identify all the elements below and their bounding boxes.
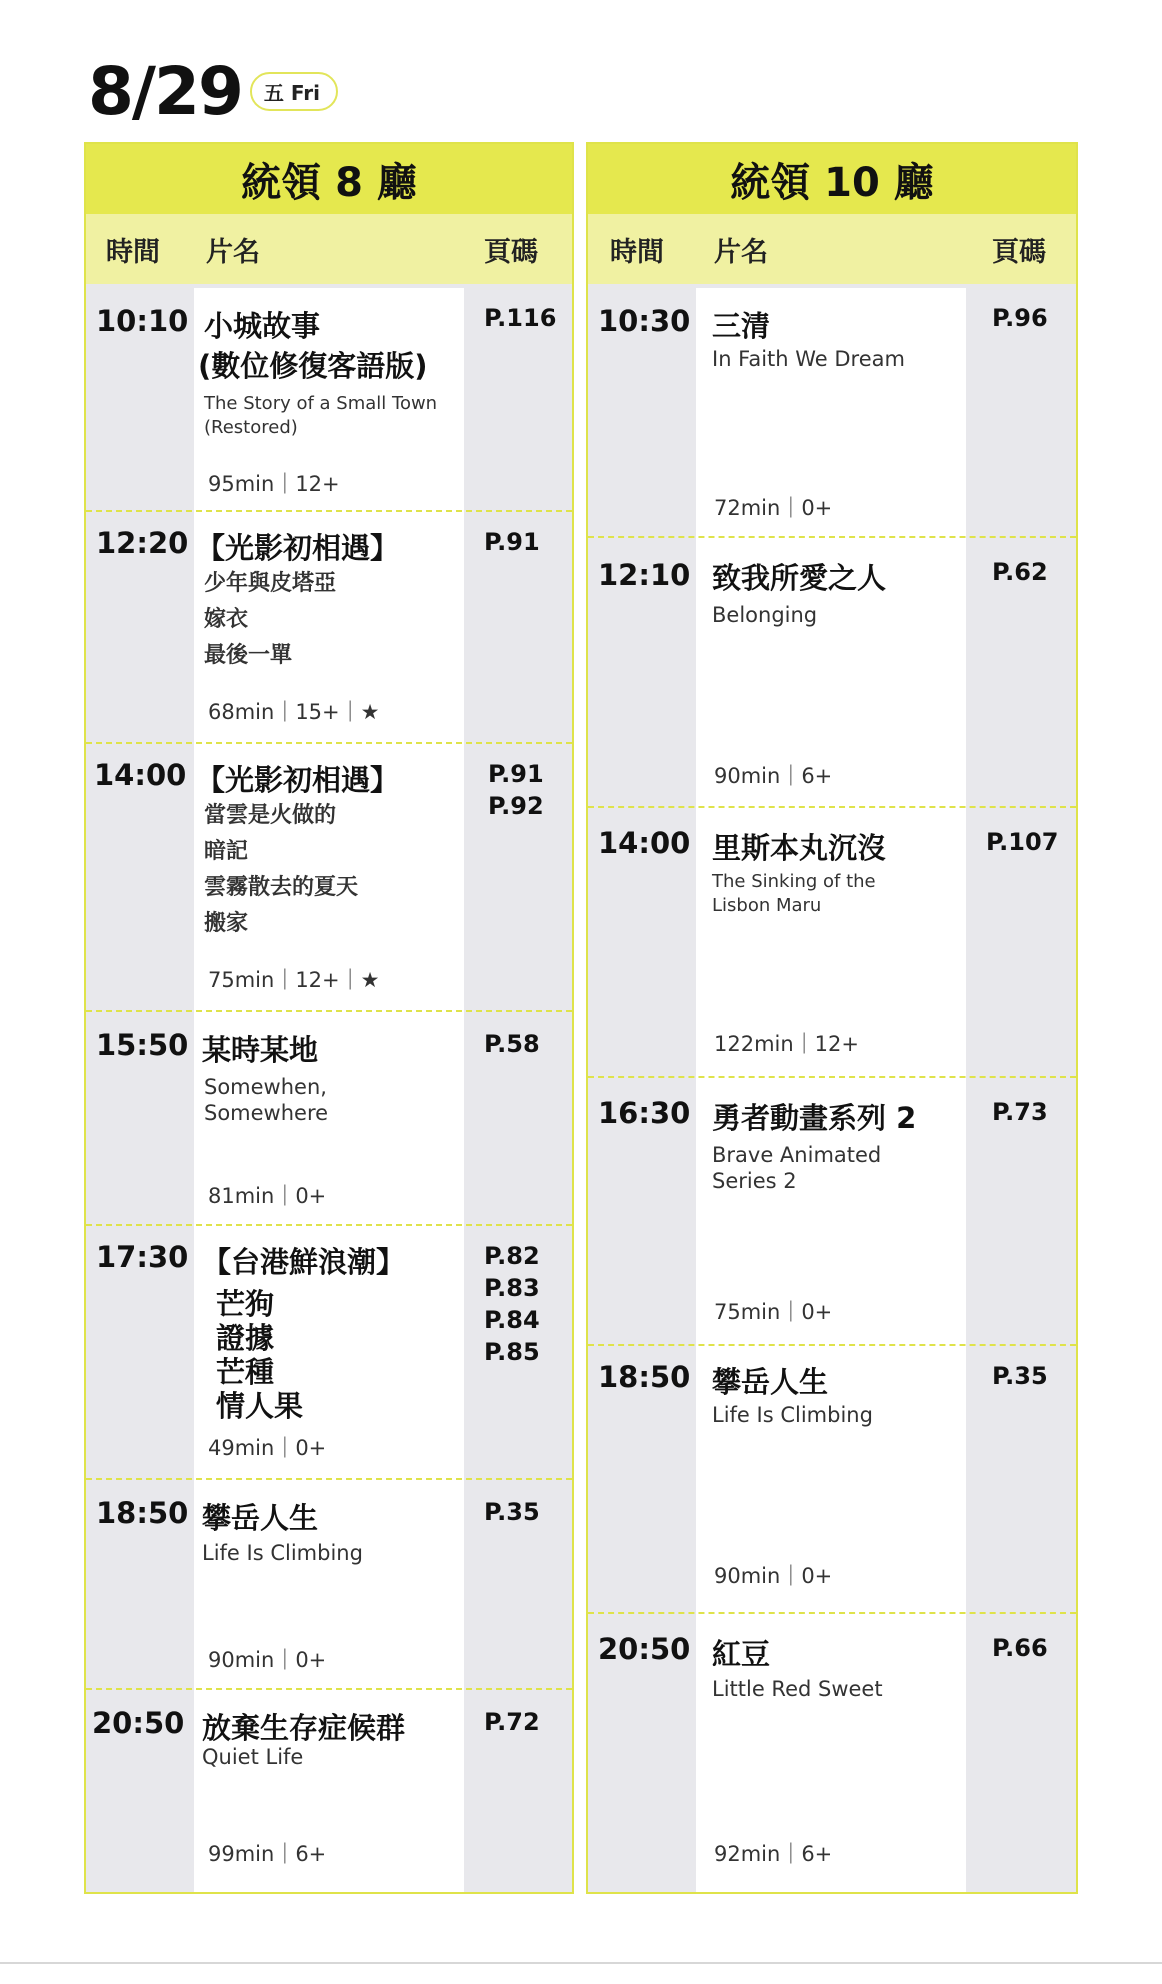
film-english-title: In Faith We Dream xyxy=(712,347,905,371)
film-title: 某時某地 xyxy=(202,1033,319,1067)
column-header-time: 時間 xyxy=(106,236,160,268)
page-ref: P.96 xyxy=(992,304,1048,332)
page-ref: P.83 xyxy=(484,1274,540,1302)
film-title: 攀岳人生 xyxy=(202,1501,319,1535)
film-title: 紅豆 xyxy=(712,1637,771,1671)
film-title: 里斯本丸沉沒 xyxy=(712,831,887,865)
screening-time: 17:30 xyxy=(96,1240,189,1274)
film-english-title: Little Red Sweet xyxy=(712,1677,883,1701)
page-ref: P.72 xyxy=(484,1708,540,1736)
film-title: 致我所愛之人 xyxy=(712,561,887,595)
venue-name: 統領 8 廳 xyxy=(86,144,572,214)
screening-row xyxy=(588,808,1076,1078)
screening-meta: 99min｜6+ xyxy=(208,1842,327,1866)
film-subtitle: (數位修復客語版) xyxy=(198,349,428,383)
page-ref: P.85 xyxy=(484,1338,540,1366)
film-english-title: The Sinking of the Lisbon Maru xyxy=(712,871,876,916)
film-english-title: The Story of a Small Town (Restored) xyxy=(204,393,438,438)
screening-meta: 81min｜0+ xyxy=(208,1184,327,1208)
program-film: 證據 xyxy=(216,1321,275,1355)
venue-table xyxy=(586,142,1078,1894)
screening-meta: 122min｜12+ xyxy=(714,1032,860,1056)
screening-meta: 75min｜0+ xyxy=(714,1300,833,1324)
column-header-row xyxy=(588,214,1076,284)
program-film: 雲霧散去的夏天 xyxy=(204,875,359,900)
screening-time: 12:10 xyxy=(598,558,691,592)
film-english-title: Brave Animated Series 2 xyxy=(712,1143,882,1193)
screening-row xyxy=(86,1690,572,1890)
film-english-title: Life Is Climbing xyxy=(712,1403,873,1427)
screening-meta: 90min｜0+ xyxy=(714,1564,833,1588)
date: 8/29 xyxy=(88,52,242,130)
film-title: 三清 xyxy=(712,309,771,343)
program-film: 少年與皮塔亞 xyxy=(204,571,337,596)
screening-meta: 49min｜0+ xyxy=(208,1436,327,1460)
page-ref: P.82 xyxy=(484,1242,540,1270)
date-heading xyxy=(88,52,338,130)
program-title: 【光影初相遇】 xyxy=(196,763,400,797)
film-english-title: Somewhen, Somewhere xyxy=(204,1075,329,1125)
screening-meta: 72min｜0+ xyxy=(714,496,833,520)
screening-row xyxy=(588,1078,1076,1346)
screening-time: 20:50 xyxy=(598,1632,691,1666)
screening-time: 15:50 xyxy=(96,1028,189,1062)
screening-meta: 90min｜0+ xyxy=(208,1648,327,1672)
column-header-page: 頁碼 xyxy=(484,236,538,268)
column-header-title: 片名 xyxy=(714,236,768,268)
page-ref: P.35 xyxy=(992,1362,1048,1390)
screening-row xyxy=(86,1012,572,1226)
film-title: 攀岳人生 xyxy=(712,1365,829,1399)
screening-row xyxy=(588,1346,1076,1614)
screening-time: 18:50 xyxy=(96,1496,189,1530)
program-title: 【台港鮮浪潮】 xyxy=(202,1245,406,1279)
page-ref: P.91 xyxy=(484,528,540,556)
page-ref: P.116 xyxy=(484,304,557,332)
page-ref: P.91 xyxy=(488,760,544,788)
screening-meta: 92min｜6+ xyxy=(714,1842,833,1866)
program-film: 當雲是火做的 xyxy=(204,803,337,828)
venue-table xyxy=(84,142,574,1894)
page-ref: P.107 xyxy=(986,828,1059,856)
program-title: 【光影初相遇】 xyxy=(196,531,400,565)
page-ref: P.92 xyxy=(488,792,544,820)
screening-row xyxy=(588,538,1076,808)
film-title: 勇者動畫系列 2 xyxy=(712,1101,917,1135)
film-title: 小城故事 xyxy=(204,309,321,343)
screening-meta: 68min｜15+｜★ xyxy=(208,700,380,724)
program-film: 嫁衣 xyxy=(204,607,249,632)
column-header-page: 頁碼 xyxy=(992,236,1046,268)
screening-row xyxy=(86,1226,572,1480)
page-ref: P.62 xyxy=(992,558,1048,586)
film-english-title: Quiet Life xyxy=(202,1745,304,1769)
page-ref: P.84 xyxy=(484,1306,540,1334)
page-ref: P.66 xyxy=(992,1634,1048,1662)
program-film: 芒種 xyxy=(216,1355,275,1389)
screening-time: 12:20 xyxy=(96,526,189,560)
screening-meta: 75min｜12+｜★ xyxy=(208,968,380,992)
screening-row xyxy=(86,512,572,744)
screening-meta: 90min｜6+ xyxy=(714,764,833,788)
page-ref: P.35 xyxy=(484,1498,540,1526)
program-film: 搬家 xyxy=(204,911,249,936)
column-header-time: 時間 xyxy=(610,236,664,268)
program-film: 情人果 xyxy=(216,1389,304,1423)
weekday-badge: 五 Fri xyxy=(250,72,338,111)
screening-row xyxy=(588,288,1076,538)
column-header-row xyxy=(86,214,572,284)
page-divider xyxy=(0,1962,1162,1964)
page-ref: P.73 xyxy=(992,1098,1048,1126)
screening-meta: 95min｜12+ xyxy=(208,472,340,496)
film-title: 放棄生存症候群 xyxy=(202,1711,406,1745)
screening-row xyxy=(86,1480,572,1690)
screening-time: 10:30 xyxy=(598,304,691,338)
screening-row xyxy=(588,1614,1076,1890)
screening-time: 14:00 xyxy=(598,826,691,860)
screening-time: 16:30 xyxy=(598,1096,691,1130)
film-english-title: Life Is Climbing xyxy=(202,1541,363,1565)
screening-time: 14:00 xyxy=(94,758,187,792)
screening-time: 18:50 xyxy=(598,1360,691,1394)
program-film: 最後一單 xyxy=(204,643,293,668)
film-english-title: Belonging xyxy=(712,603,818,627)
page-ref: P.58 xyxy=(484,1030,540,1058)
program-film: 暗記 xyxy=(204,839,249,864)
screening-time: 10:10 xyxy=(96,304,189,338)
screening-row xyxy=(86,288,572,512)
screening-row xyxy=(86,744,572,1012)
venue-name: 統領 10 廳 xyxy=(588,144,1076,214)
screening-time: 20:50 xyxy=(92,1706,185,1740)
column-header-title: 片名 xyxy=(206,236,260,268)
program-film: 芒狗 xyxy=(216,1287,275,1321)
